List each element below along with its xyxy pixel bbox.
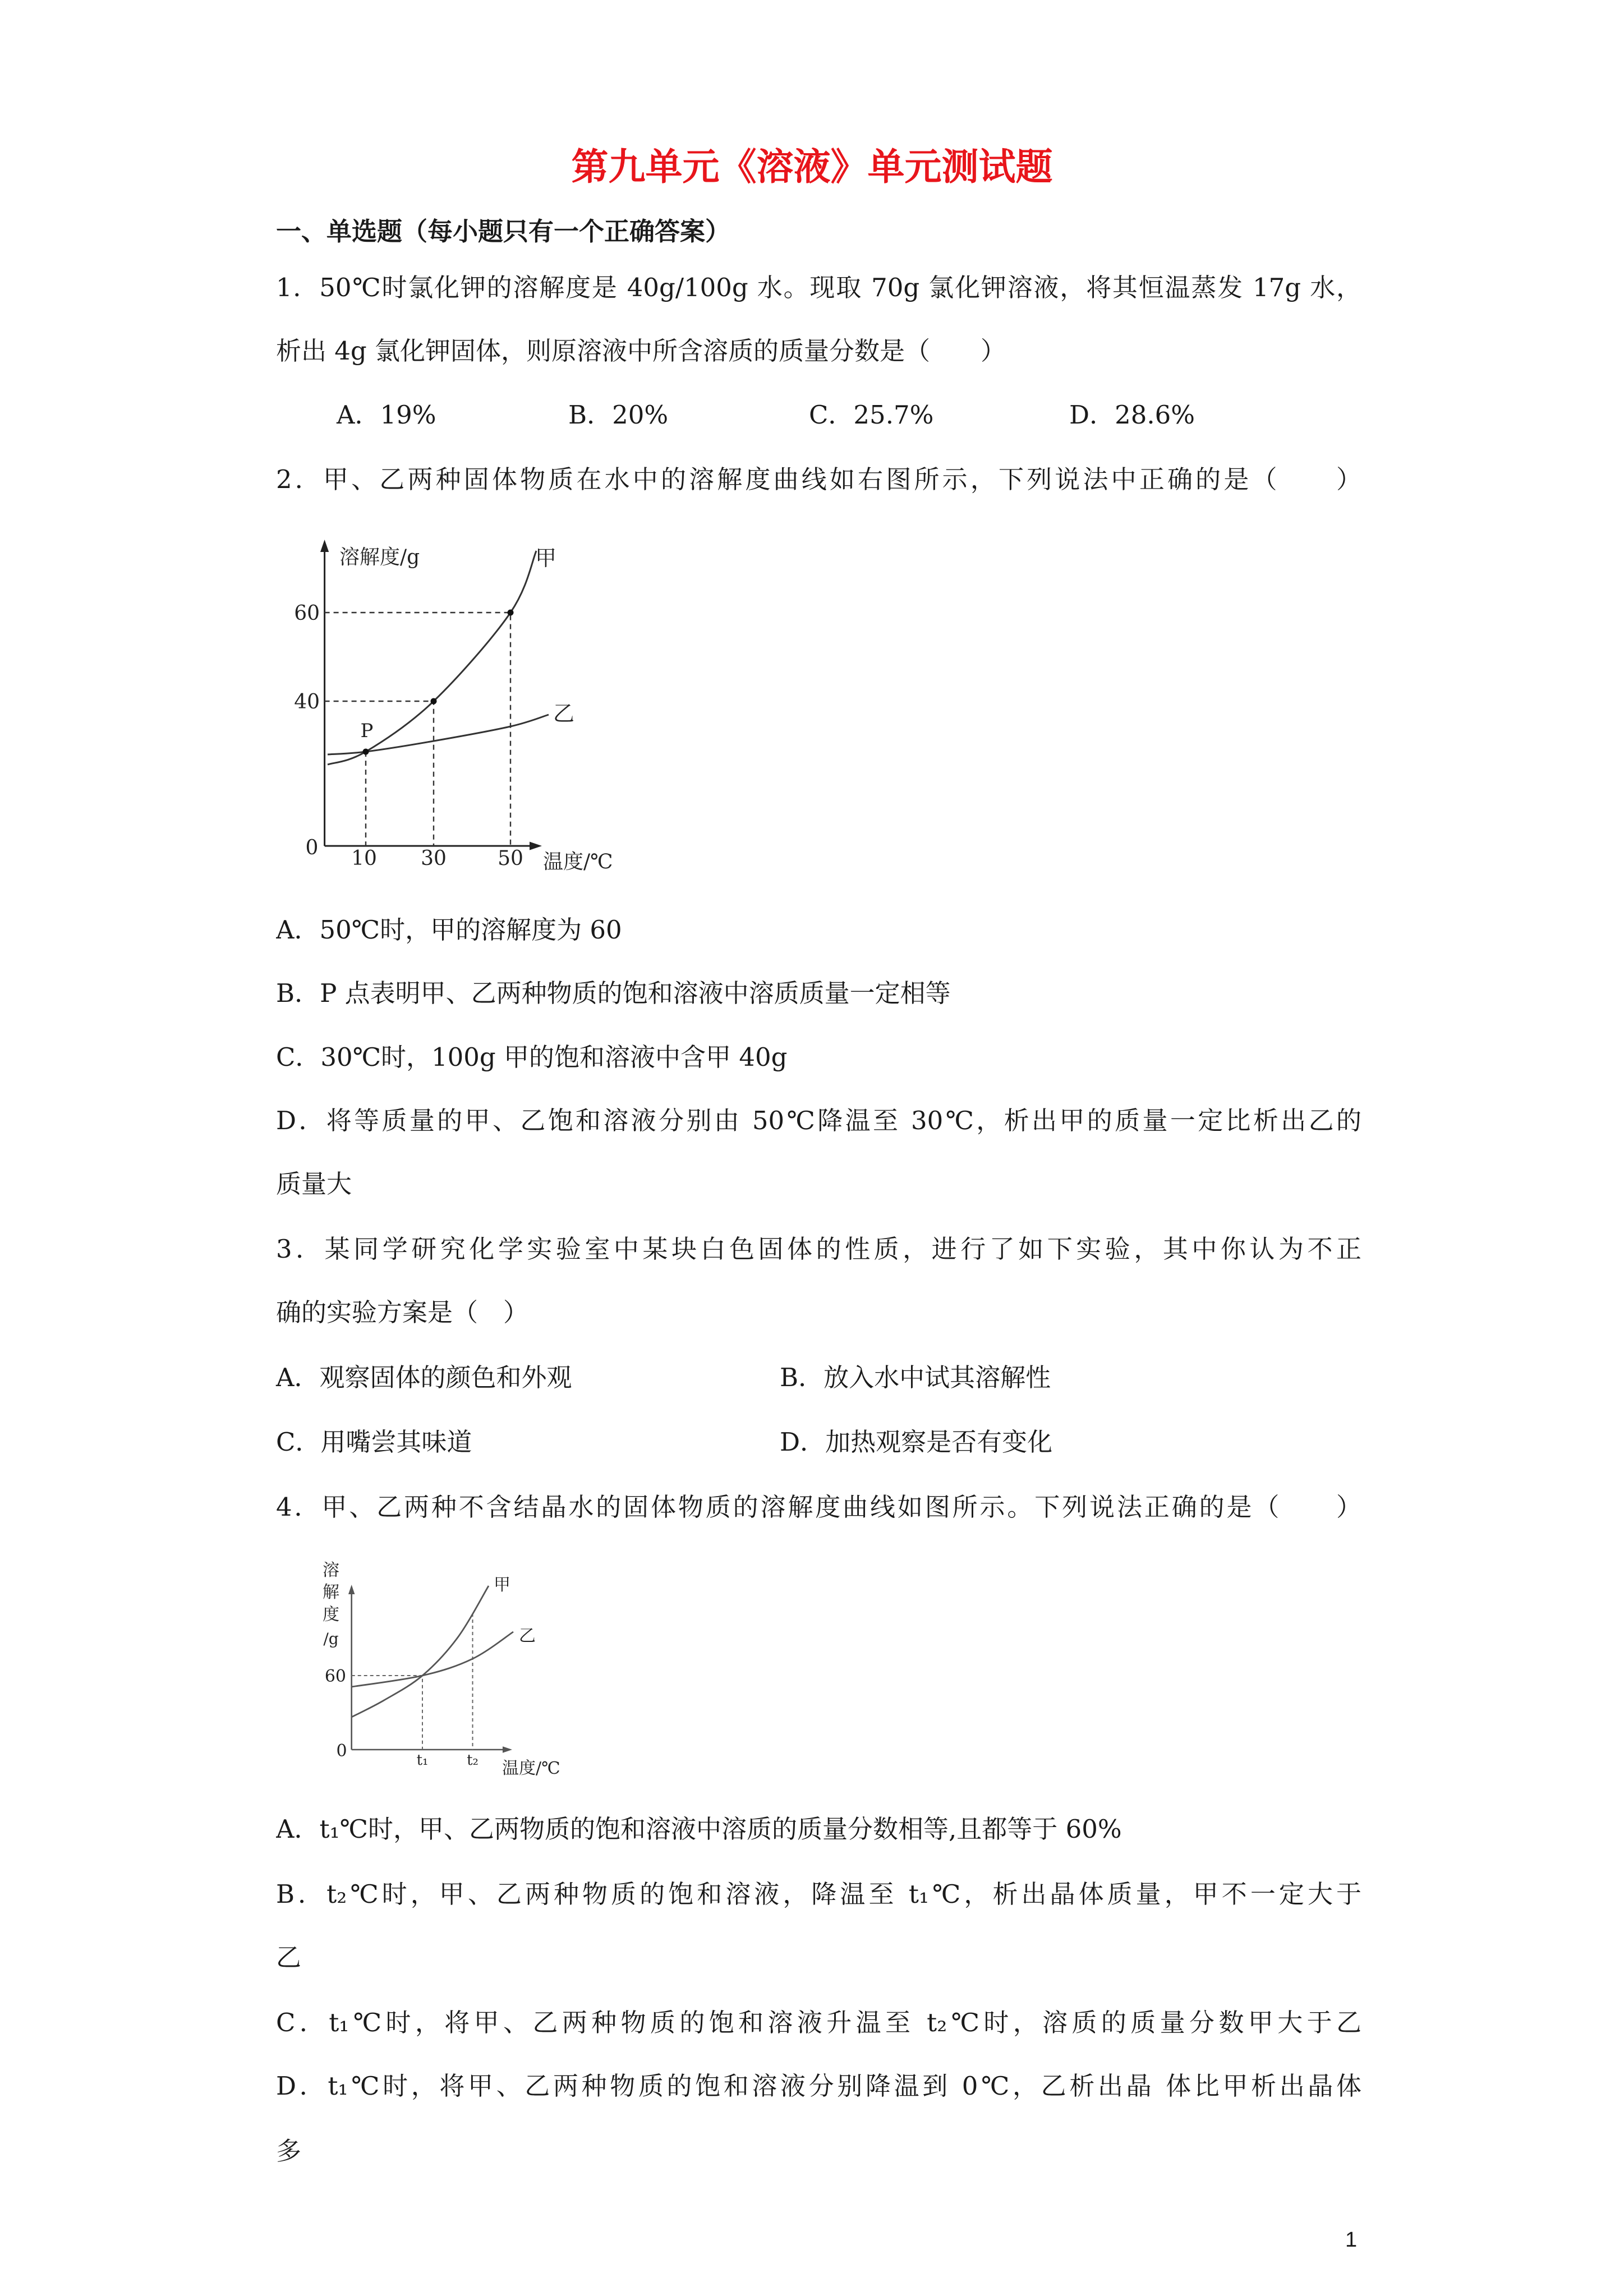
point-30 [431, 698, 437, 705]
question-3-option-d: D．加热观察是否有变化 [780, 1427, 1053, 1457]
x-axis-arrow [503, 1746, 512, 1752]
question-2-option-b: B．P 点表明甲、乙两种物质的饱和溶液中溶质质量一定相等 [276, 978, 951, 1008]
page-title: 第九单元《溶液》单元测试题 [571, 145, 1053, 188]
y-axis-arrow [320, 540, 329, 552]
question-3-option-b: B．放入水中试其溶解性 [780, 1363, 1051, 1392]
curve-label-yi: 乙 [553, 701, 575, 726]
question-1-stem-line-1: 1．50℃时氯化钾的溶解度是 40g/100g 水。现取 70g 氯化钾溶液，将其恒温蒸发 17g 水， [276, 273, 1361, 302]
y-tick-0: 0 [336, 1741, 347, 1761]
y-axis-arrow [348, 1585, 355, 1594]
curve-label-jia: 甲 [494, 1575, 510, 1595]
question-4-option-d-line-2: 多 [276, 2136, 302, 2166]
y-axis-label-char-1: 溶 [323, 1561, 339, 1580]
point-p-label: P [360, 720, 374, 742]
question-1-option-c: C．25.7% [809, 400, 934, 430]
question-4-stem: 4．甲、乙两种不含结晶水的固体物质的溶解度曲线如图所示。下列说法正确的是（ ） [276, 1492, 1361, 1522]
y-axis-label-char-3: 度 [323, 1605, 339, 1625]
y-tick-60: 60 [324, 1667, 346, 1686]
page-number: 1 [1345, 2228, 1358, 2252]
point-50 [508, 610, 514, 616]
question-3-option-a: A．观察固体的颜色和外观 [276, 1363, 572, 1392]
question-4-option-c: C．t₁℃时，将甲、乙两种物质的饱和溶液升温至 t₂℃时，溶质的质量分数甲大于乙 [276, 2008, 1361, 2037]
curve-yi [352, 1632, 513, 1687]
y-axis-label: 溶解度/g [339, 546, 420, 569]
section-heading: 一、单选题（每小题只有一个正确答案） [276, 217, 731, 246]
question-2-stem: 2．甲、乙两种固体物质在水中的溶解度曲线如右图所示，下列说法中正确的是（ ） [276, 464, 1361, 494]
curve-label-yi: 乙 [519, 1626, 536, 1646]
question-2-option-d-line-1: D．将等质量的甲、乙饱和溶液分别由 50℃降温至 30℃，析出甲的质量一定比析出乙的 [276, 1106, 1361, 1135]
question-3-stem-line-1: 3．某同学研究化学实验室中某块白色固体的性质，进行了如下实验，其中你认为不正 [276, 1234, 1361, 1264]
x-axis-label: 温度/℃ [543, 850, 613, 873]
question-1-option-d: D．28.6% [1069, 400, 1195, 430]
y-tick-40: 40 [294, 691, 320, 714]
question-4-option-d-line-1: D．t₁℃时，将甲、乙两种物质的饱和溶液分别降温到 0℃，乙析出晶 体比甲析出晶体 [276, 2071, 1361, 2101]
x-tick-50: 50 [498, 847, 523, 870]
curve-jia [328, 551, 536, 765]
y-axis-label-unit: /g [323, 1630, 339, 1648]
solubility-curve-figure-2 [310, 1553, 591, 1783]
curve-jia [352, 1586, 489, 1717]
solubility-curve-figure-1 [295, 533, 643, 886]
question-2-option-a: A．50℃时，甲的溶解度为 60 [276, 915, 622, 945]
x-tick-30: 30 [421, 847, 447, 870]
question-2-option-d-line-2: 质量大 [276, 1169, 352, 1199]
question-1-option-b: B．20% [568, 400, 669, 430]
y-axis-label-char-2: 解 [323, 1582, 339, 1602]
guide-line-30 [325, 701, 434, 846]
x-axis-arrow [530, 842, 542, 850]
x-tick-10: 10 [351, 847, 377, 870]
curve-label-jia: 甲 [535, 546, 557, 570]
question-4-option-b-line-1: B．t₂℃时，甲、乙两种物质的饱和溶液，降温至 t₁℃，析出晶体质量，甲不一定大于 [276, 1879, 1361, 1909]
question-1-option-a: A．19% [337, 400, 436, 430]
x-tick-t1: t₁ [416, 1752, 429, 1769]
x-tick-t2: t₂ [467, 1752, 479, 1769]
y-tick-60: 60 [294, 602, 320, 625]
question-1-stem-line-2: 析出 4g 氯化钾固体，则原溶液中所含溶质的质量分数是（ ） [276, 336, 1006, 366]
question-3-option-c: C．用嘴尝其味道 [276, 1427, 472, 1457]
y-tick-0: 0 [305, 836, 319, 859]
x-axis-label: 温度/℃ [502, 1759, 560, 1778]
point-p [363, 749, 369, 755]
question-2-option-c: C．30℃时，100g 甲的饱和溶液中含甲 40g [276, 1042, 788, 1072]
question-4-option-b-line-2: 乙 [276, 1943, 302, 1972]
question-3-stem-line-2: 确的实验方案是（ ） [276, 1297, 529, 1327]
question-4-option-a: A．t₁℃时，甲、乙两物质的饱和溶液中溶质的质量分数相等,且都等于 60% [276, 1814, 1122, 1844]
